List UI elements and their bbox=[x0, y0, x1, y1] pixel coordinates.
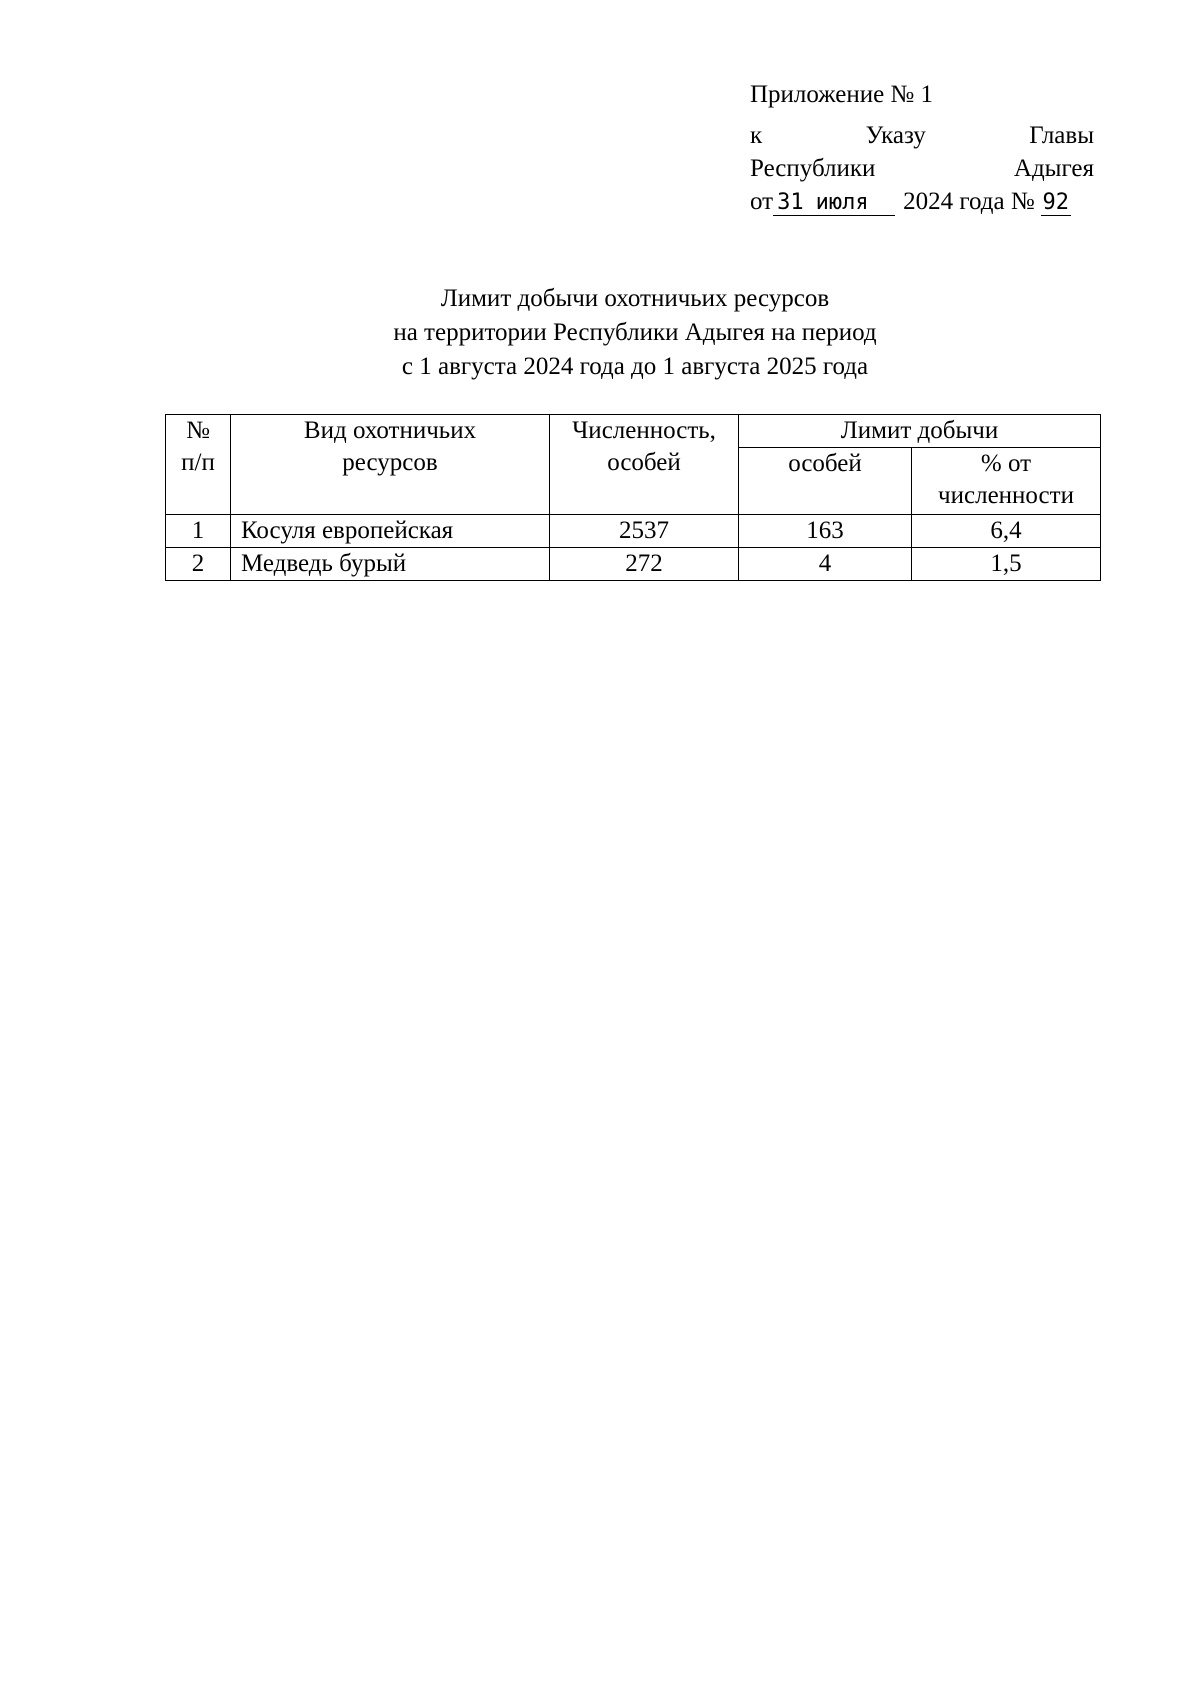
document-title-line2: на территории Республики Адыгея на период bbox=[393, 319, 877, 346]
appendix-decree-line bbox=[750, 119, 1094, 152]
appendix-region-word: Адыгея bbox=[1013, 155, 1094, 182]
table-row bbox=[166, 515, 1101, 548]
header-kind: Вид охотничьих ресурсов bbox=[231, 415, 550, 515]
cell-kind: Медведь бурый bbox=[231, 548, 550, 581]
appendix-head-word: Главы bbox=[1029, 122, 1094, 149]
cell-limit-individuals: 163 bbox=[739, 515, 912, 548]
table-row bbox=[166, 548, 1101, 581]
cell-num: 1 bbox=[166, 515, 231, 548]
appendix-to-word: к bbox=[750, 122, 763, 149]
appendix-block bbox=[750, 78, 1094, 218]
appendix-republic-word: Республики bbox=[750, 155, 876, 182]
decree-number: 92 bbox=[1042, 190, 1069, 215]
header-count: Численность, особей bbox=[550, 415, 739, 515]
limits-table-wrap bbox=[165, 414, 1101, 581]
limits-table bbox=[165, 414, 1101, 581]
appendix-title: Приложение № 1 bbox=[750, 81, 934, 108]
cell-limit-percent: 6,4 bbox=[912, 515, 1101, 548]
header-limit-individuals: особей bbox=[739, 448, 912, 515]
header-num: № п/п bbox=[166, 415, 231, 515]
cell-count: 272 bbox=[550, 548, 739, 581]
date-field bbox=[773, 191, 895, 216]
cell-kind: Косуля европейская bbox=[231, 515, 550, 548]
cell-limit-percent: 1,5 bbox=[912, 548, 1101, 581]
appendix-from-word: от bbox=[750, 188, 774, 215]
date-month: июля bbox=[815, 190, 869, 215]
document-title bbox=[140, 282, 1130, 384]
cell-limit-individuals: 4 bbox=[739, 548, 912, 581]
header-limit-percent: % от численности bbox=[912, 448, 1101, 515]
document-title-line3: с 1 августа 2024 года до 1 августа 2025 года bbox=[401, 353, 869, 380]
appendix-republic-line bbox=[750, 152, 1094, 185]
cell-count: 2537 bbox=[550, 515, 739, 548]
date-day: 31 bbox=[777, 190, 804, 215]
header-limit: Лимит добычи bbox=[739, 415, 1101, 448]
document-title-line1: Лимит добычи охотничьих ресурсов bbox=[440, 285, 830, 312]
table-header-row-1 bbox=[166, 415, 1101, 448]
cell-num: 2 bbox=[166, 548, 231, 581]
appendix-year-text: 2024 года № bbox=[903, 188, 1035, 215]
appendix-date-line bbox=[750, 185, 1094, 218]
appendix-decree-word: Указу bbox=[865, 122, 926, 149]
